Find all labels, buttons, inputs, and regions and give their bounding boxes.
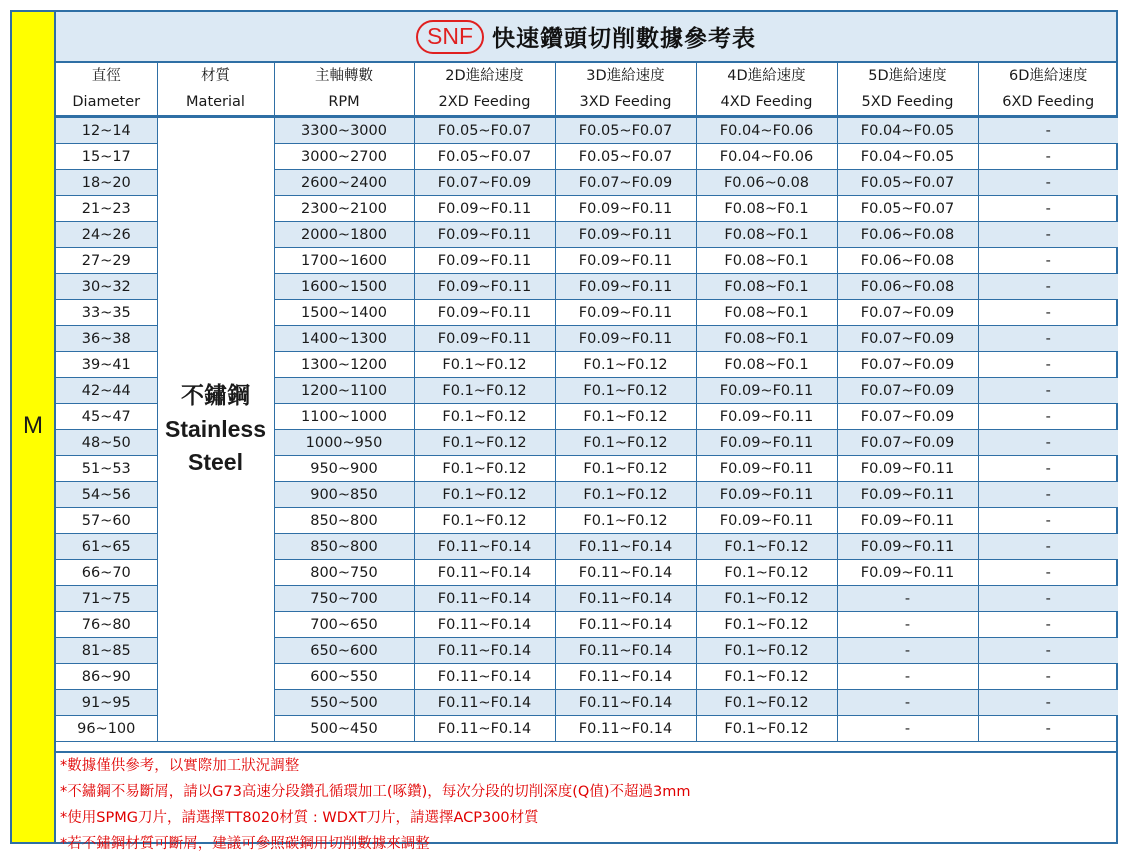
header-material: 材質 Material [157, 63, 274, 117]
cell-diameter: 21~23 [56, 196, 157, 222]
cell-rpm: 500~450 [274, 716, 414, 742]
page-title: 快速鑽頭切削數據參考表 [492, 26, 756, 52]
cell-4xd: F0.08~F0.1 [696, 352, 837, 378]
cell-rpm: 600~550 [274, 664, 414, 690]
title-bar [56, 12, 1116, 63]
cell-2xd: F0.11~F0.14 [414, 586, 555, 612]
cell-6xd: - [978, 222, 1118, 248]
cell-rpm: 850~800 [274, 534, 414, 560]
cell-5xd: F0.07~F0.09 [837, 430, 978, 456]
cell-rpm: 3000~2700 [274, 144, 414, 170]
cell-rpm: 1300~1200 [274, 352, 414, 378]
cell-4xd: F0.04~F0.06 [696, 144, 837, 170]
cell-3xd: F0.1~F0.12 [555, 456, 696, 482]
header-5xd: 5D進給速度 5XD Feeding [837, 63, 978, 117]
cell-4xd: F0.09~F0.11 [696, 482, 837, 508]
cell-3xd: F0.1~F0.12 [555, 508, 696, 534]
cell-4xd: F0.08~F0.1 [696, 248, 837, 274]
cell-rpm: 950~900 [274, 456, 414, 482]
cell-material [157, 117, 274, 742]
cell-6xd: - [978, 170, 1118, 196]
header-diameter: 直徑 Diameter [56, 63, 157, 117]
cell-6xd: - [978, 638, 1118, 664]
cell-2xd: F0.11~F0.14 [414, 690, 555, 716]
cell-5xd: - [837, 638, 978, 664]
cell-diameter: 96~100 [56, 716, 157, 742]
cell-6xd: - [978, 326, 1118, 352]
cell-rpm: 3300~3000 [274, 117, 414, 144]
cell-2xd: F0.11~F0.14 [414, 664, 555, 690]
cell-2xd: F0.1~F0.12 [414, 508, 555, 534]
cell-4xd: F0.1~F0.12 [696, 690, 837, 716]
cell-2xd: F0.09~F0.11 [414, 196, 555, 222]
header-6xd: 6D進給速度 6XD Feeding [978, 63, 1118, 117]
note-4: *若不鏽鋼材質可斷屑，建議可參照碳鋼用切削數據來調整 [60, 836, 430, 852]
cell-4xd: F0.1~F0.12 [696, 664, 837, 690]
cell-diameter: 30~32 [56, 274, 157, 300]
header-2xd: 2D進給速度 2XD Feeding [414, 63, 555, 117]
cell-diameter: 76~80 [56, 612, 157, 638]
cell-6xd: - [978, 300, 1118, 326]
cell-5xd: F0.07~F0.09 [837, 378, 978, 404]
cell-3xd: F0.11~F0.14 [555, 638, 696, 664]
cell-5xd: F0.05~F0.07 [837, 196, 978, 222]
cell-5xd: F0.05~F0.07 [837, 170, 978, 196]
cell-4xd: F0.1~F0.12 [696, 638, 837, 664]
note-2: *不鏽鋼不易斷屑，請以G73高速分段鑽孔循環加工(啄鑽)，每次分段的切削深度(Q值)不超過3mm [60, 784, 691, 800]
cell-2xd: F0.1~F0.12 [414, 430, 555, 456]
cell-2xd: F0.05~F0.07 [414, 144, 555, 170]
cell-2xd: F0.09~F0.11 [414, 326, 555, 352]
cell-5xd: F0.06~F0.08 [837, 222, 978, 248]
cell-5xd: F0.09~F0.11 [837, 456, 978, 482]
cell-5xd: - [837, 586, 978, 612]
cell-2xd: F0.09~F0.11 [414, 248, 555, 274]
cell-2xd: F0.09~F0.11 [414, 300, 555, 326]
cell-2xd: F0.1~F0.12 [414, 352, 555, 378]
cell-5xd: F0.06~F0.08 [837, 274, 978, 300]
cell-rpm: 1500~1400 [274, 300, 414, 326]
cell-rpm: 1000~950 [274, 430, 414, 456]
cell-6xd: - [978, 716, 1118, 742]
cell-3xd: F0.1~F0.12 [555, 378, 696, 404]
cell-rpm: 550~500 [274, 690, 414, 716]
cell-2xd: F0.07~F0.09 [414, 170, 555, 196]
cell-6xd: - [978, 117, 1118, 144]
cell-4xd: F0.1~F0.12 [696, 560, 837, 586]
cell-6xd: - [978, 664, 1118, 690]
cell-4xd: F0.08~F0.1 [696, 300, 837, 326]
cell-5xd: F0.07~F0.09 [837, 326, 978, 352]
cell-2xd: F0.11~F0.14 [414, 638, 555, 664]
cell-2xd: F0.11~F0.14 [414, 612, 555, 638]
cell-2xd: F0.1~F0.12 [414, 404, 555, 430]
cell-4xd: F0.09~F0.11 [696, 508, 837, 534]
header-3xd: 3D進給速度 3XD Feeding [555, 63, 696, 117]
cell-4xd: F0.09~F0.11 [696, 378, 837, 404]
cell-3xd: F0.1~F0.12 [555, 352, 696, 378]
cell-diameter: 51~53 [56, 456, 157, 482]
cell-4xd: F0.04~F0.06 [696, 117, 837, 144]
cell-rpm: 2300~2100 [274, 196, 414, 222]
cell-3xd: F0.05~F0.07 [555, 144, 696, 170]
cell-5xd: - [837, 716, 978, 742]
cell-6xd: - [978, 378, 1118, 404]
table-body [56, 117, 1118, 742]
cell-6xd: - [978, 248, 1118, 274]
snf-logo: SNF [416, 20, 484, 54]
cell-3xd: F0.05~F0.07 [555, 117, 696, 144]
cell-4xd: F0.1~F0.12 [696, 534, 837, 560]
cell-diameter: 27~29 [56, 248, 157, 274]
cell-5xd: - [837, 664, 978, 690]
cell-diameter: 24~26 [56, 222, 157, 248]
cutting-data-table [56, 63, 1118, 742]
cell-3xd: F0.07~F0.09 [555, 170, 696, 196]
cell-diameter: 81~85 [56, 638, 157, 664]
cell-4xd: F0.1~F0.12 [696, 716, 837, 742]
cell-diameter: 91~95 [56, 690, 157, 716]
cell-diameter: 66~70 [56, 560, 157, 586]
cell-3xd: F0.11~F0.14 [555, 586, 696, 612]
cell-diameter: 71~75 [56, 586, 157, 612]
cell-diameter: 18~20 [56, 170, 157, 196]
note-3: *使用SPMG刀片，請選擇TT8020材質 : WDXT刀片，請選擇ACP300材質 [60, 810, 539, 826]
cell-2xd: F0.05~F0.07 [414, 117, 555, 144]
side-bar [12, 12, 56, 842]
note-1: *數據僅供參考，以實際加工狀況調整 [60, 758, 300, 774]
cell-rpm: 850~800 [274, 508, 414, 534]
cell-6xd: - [978, 586, 1118, 612]
cell-3xd: F0.11~F0.14 [555, 560, 696, 586]
cell-2xd: F0.11~F0.14 [414, 560, 555, 586]
cell-diameter: 61~65 [56, 534, 157, 560]
cell-6xd: - [978, 456, 1118, 482]
cell-diameter: 48~50 [56, 430, 157, 456]
cell-3xd: F0.1~F0.12 [555, 430, 696, 456]
cell-5xd: F0.04~F0.05 [837, 117, 978, 144]
cell-6xd: - [978, 352, 1118, 378]
cell-4xd: F0.08~F0.1 [696, 274, 837, 300]
cell-6xd: - [978, 196, 1118, 222]
cell-5xd: F0.04~F0.05 [837, 144, 978, 170]
cell-rpm: 1400~1300 [274, 326, 414, 352]
cell-4xd: F0.1~F0.12 [696, 612, 837, 638]
cell-rpm: 1600~1500 [274, 274, 414, 300]
cell-4xd: F0.09~F0.11 [696, 404, 837, 430]
cell-6xd: - [978, 144, 1118, 170]
cell-rpm: 800~750 [274, 560, 414, 586]
cell-4xd: F0.08~F0.1 [696, 222, 837, 248]
cell-2xd: F0.09~F0.11 [414, 274, 555, 300]
cell-5xd: F0.07~F0.09 [837, 404, 978, 430]
table-row [56, 117, 1118, 144]
cell-rpm: 900~850 [274, 482, 414, 508]
cell-rpm: 650~600 [274, 638, 414, 664]
cell-3xd: F0.09~F0.11 [555, 248, 696, 274]
cell-6xd: - [978, 560, 1118, 586]
cell-6xd: - [978, 274, 1118, 300]
cell-5xd: - [837, 690, 978, 716]
cell-rpm: 1100~1000 [274, 404, 414, 430]
material-line: Stainless [165, 416, 266, 442]
cell-rpm: 1700~1600 [274, 248, 414, 274]
cell-4xd: F0.09~F0.11 [696, 456, 837, 482]
cell-3xd: F0.11~F0.14 [555, 664, 696, 690]
cell-rpm: 2600~2400 [274, 170, 414, 196]
material-line: 不鏽鋼 [181, 383, 250, 409]
cell-5xd: F0.09~F0.11 [837, 560, 978, 586]
cell-6xd: - [978, 534, 1118, 560]
cell-2xd: F0.11~F0.14 [414, 716, 555, 742]
cell-4xd: F0.1~F0.12 [696, 586, 837, 612]
cell-4xd: F0.06~0.08 [696, 170, 837, 196]
cell-diameter: 42~44 [56, 378, 157, 404]
header-4xd: 4D進給速度 4XD Feeding [696, 63, 837, 117]
cell-3xd: F0.11~F0.14 [555, 690, 696, 716]
cell-diameter: 12~14 [56, 117, 157, 144]
cell-3xd: F0.09~F0.11 [555, 326, 696, 352]
cell-6xd: - [978, 430, 1118, 456]
cell-5xd: F0.06~F0.08 [837, 248, 978, 274]
material-line: Steel [188, 449, 243, 475]
cell-4xd: F0.09~F0.11 [696, 430, 837, 456]
side-label: M [23, 412, 43, 439]
cell-rpm: 2000~1800 [274, 222, 414, 248]
cell-rpm: 700~650 [274, 612, 414, 638]
cell-diameter: 57~60 [56, 508, 157, 534]
cell-diameter: 15~17 [56, 144, 157, 170]
cell-3xd: F0.1~F0.12 [555, 404, 696, 430]
header-rpm: 主軸轉數 RPM [274, 63, 414, 117]
cell-5xd: F0.07~F0.09 [837, 300, 978, 326]
cell-2xd: F0.1~F0.12 [414, 378, 555, 404]
cell-5xd: F0.09~F0.11 [837, 508, 978, 534]
cell-4xd: F0.08~F0.1 [696, 196, 837, 222]
cell-6xd: - [978, 404, 1118, 430]
cell-3xd: F0.09~F0.11 [555, 300, 696, 326]
cell-2xd: F0.1~F0.12 [414, 482, 555, 508]
chart-frame [10, 10, 1118, 852]
cell-rpm: 1200~1100 [274, 378, 414, 404]
cell-6xd: - [978, 508, 1118, 534]
cell-5xd: F0.07~F0.09 [837, 352, 978, 378]
cell-6xd: - [978, 482, 1118, 508]
cell-3xd: F0.1~F0.12 [555, 482, 696, 508]
cell-rpm: 750~700 [274, 586, 414, 612]
cell-6xd: - [978, 612, 1118, 638]
cell-4xd: F0.08~F0.1 [696, 326, 837, 352]
cell-3xd: F0.09~F0.11 [555, 222, 696, 248]
cell-diameter: 86~90 [56, 664, 157, 690]
cell-diameter: 33~35 [56, 300, 157, 326]
notes-section [56, 751, 1116, 852]
cell-3xd: F0.09~F0.11 [555, 274, 696, 300]
cell-2xd: F0.11~F0.14 [414, 534, 555, 560]
cell-5xd: - [837, 612, 978, 638]
cell-3xd: F0.11~F0.14 [555, 534, 696, 560]
cell-diameter: 45~47 [56, 404, 157, 430]
cell-3xd: F0.11~F0.14 [555, 716, 696, 742]
cell-diameter: 39~41 [56, 352, 157, 378]
cell-diameter: 54~56 [56, 482, 157, 508]
cell-3xd: F0.09~F0.11 [555, 196, 696, 222]
cell-2xd: F0.09~F0.11 [414, 222, 555, 248]
cell-3xd: F0.11~F0.14 [555, 612, 696, 638]
cell-6xd: - [978, 690, 1118, 716]
cell-5xd: F0.09~F0.11 [837, 482, 978, 508]
cell-5xd: F0.09~F0.11 [837, 534, 978, 560]
cell-2xd: F0.1~F0.12 [414, 456, 555, 482]
header-row [56, 63, 1118, 117]
cell-diameter: 36~38 [56, 326, 157, 352]
